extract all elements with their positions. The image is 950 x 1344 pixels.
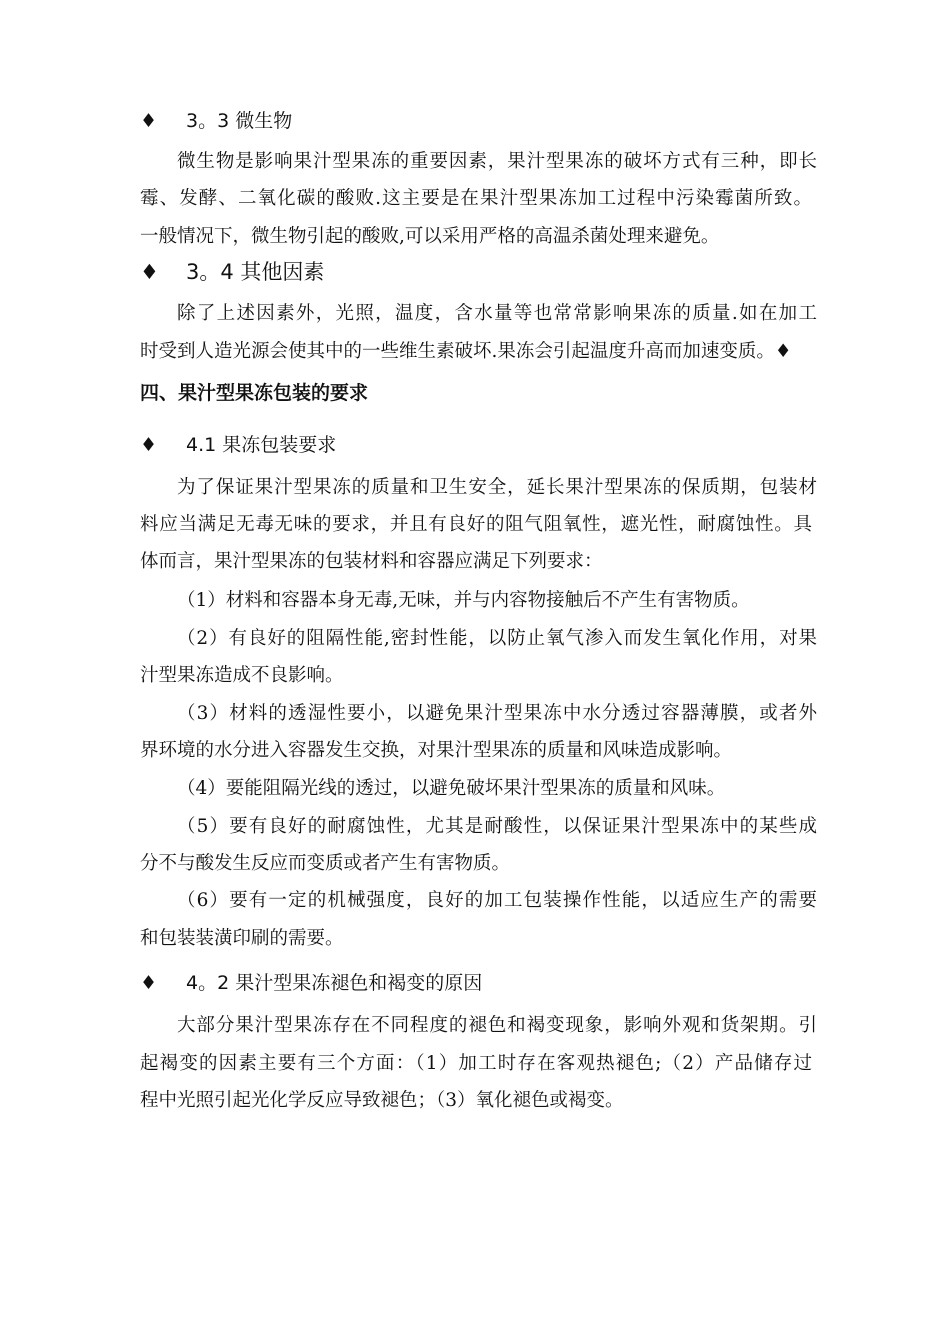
- paragraph-line: 汁型果冻造成不良影响。: [140, 665, 344, 686]
- paragraph-line: 霉、发酵、二氧化碳的酸败.这主要是在果汁型果冻加工过程中污染霉菌所致。: [140, 188, 812, 209]
- paragraph-line: 料应当满足无毒无味的要求，并且有良好的阻气阻氧性，遮光性，耐腐蚀性。具: [140, 514, 812, 535]
- heading-text: 3。4 其他因素: [186, 260, 325, 284]
- diamond-bullet-icon: ♦: [140, 972, 158, 994]
- paragraph-line: 大部分果汁型果冻存在不同程度的褪色和褐变现象，影响外观和货架期。引: [177, 1015, 817, 1036]
- list-item-4: （4）要能阻隔光线的透过，以避免破坏果汁型果冻的质量和风味。: [177, 778, 726, 799]
- section-heading-3-3: [140, 108, 820, 134]
- paragraph-line: 体而言，果汁型果冻的包装材料和容器应满足下列要求：: [140, 551, 603, 572]
- section-heading-4-1: [140, 432, 820, 458]
- diamond-bullet-icon: ♦: [140, 110, 158, 132]
- paragraph-line: 除了上述因素外，光照，温度，含水量等也常常影响果冻的质量.如在加工: [177, 303, 817, 324]
- paragraph-line: 起褐变的因素主要有三个方面：（1）加工时存在客观热褪色;（2）产品储存过: [140, 1053, 812, 1074]
- diamond-bullet-icon: ♦: [774, 341, 792, 362]
- list-item-3: （3）材料的透湿性要小，以避免果汁型果冻中水分透过容器薄膜，或者外: [177, 703, 817, 724]
- paragraph-line: 微生物是影响果汁型果冻的重要因素，果汁型果冻的破坏方式有三种，即长: [177, 151, 817, 172]
- paragraph-line: 和包装装潢印刷的需要。: [140, 928, 344, 949]
- section-heading-4-2: [140, 970, 820, 996]
- list-item-5: （5）要有良好的耐腐蚀性，尤其是耐酸性，以保证果汁型果冻中的某些成: [177, 816, 817, 837]
- list-item-2: （2）有良好的阻隔性能,密封性能，以防止氧气渗入而发生氧化作用，对果: [177, 628, 817, 649]
- line-text: 时受到人造光源会使其中的一些维生素破坏.果冻会引起温度升高而加速变质。: [140, 341, 775, 362]
- section-heading-3-4: [140, 259, 820, 285]
- list-item-6: （6）要有一定的机械强度，良好的加工包装操作性能，以适应生产的需要: [177, 890, 817, 911]
- paragraph-line: 分不与酸发生反应而变质或者产生有害物质。: [140, 853, 511, 874]
- paragraph-line: 界环境的水分进入容器发生交换，对果汁型果冻的质量和风味造成影响。: [140, 740, 733, 761]
- paragraph-line: 为了保证果汁型果冻的质量和卫生安全，延长果汁型果冻的保质期，包装材: [177, 477, 817, 498]
- paragraph-line: 程中光照引起光化学反应导致褪色；（3）氧化褪色或褐变。: [140, 1090, 624, 1111]
- chapter-heading-4: 四、果汁型果冻包装的要求: [140, 382, 369, 404]
- paragraph-line: 一般情况下，微生物引起的酸败,可以采用严格的高温杀菌处理来避免。: [140, 226, 720, 247]
- paragraph-line: [140, 340, 820, 364]
- diamond-bullet-icon: ♦: [140, 260, 159, 284]
- heading-text: 3。3 微生物: [186, 110, 293, 132]
- list-item-1: （1）材料和容器本身无毒,无味，并与内容物接触后不产生有害物质。: [177, 590, 750, 611]
- heading-text: 4。2 果汁型果冻褪色和褐变的原因: [186, 972, 483, 994]
- diamond-bullet-icon: ♦: [140, 434, 158, 456]
- heading-text: 4.1 果冻包装要求: [186, 434, 337, 456]
